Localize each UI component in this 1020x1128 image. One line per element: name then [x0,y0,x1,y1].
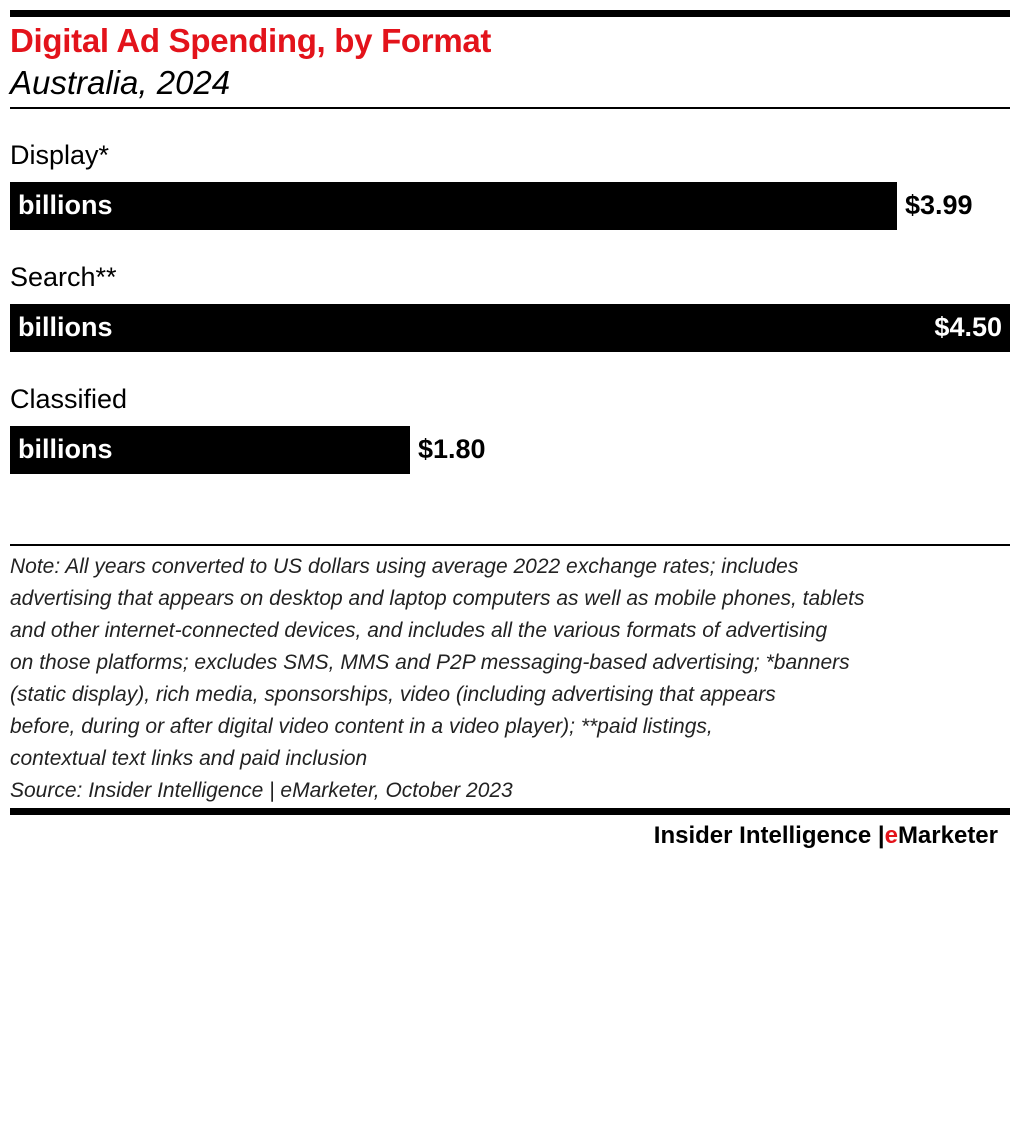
brand-logo [654,822,998,850]
top-rule [10,10,1010,17]
note-rule [10,544,1010,546]
chart-subtitle: Australia, 2024 [10,64,231,101]
brand-suffix: Marketer [897,822,998,849]
bar-value-label: $4.50 [934,312,1002,342]
bottom-rule [10,808,1010,815]
note-line: Note: All years converted to US dollars using average 2022 exchange rates; includes [10,555,799,578]
category-label: Display* [10,140,110,170]
bar-unit-label: billions [18,434,113,464]
note-line: (static display), rich media, sponsorships, video (including advertising that appears [10,683,776,706]
source-line: Source: Insider Intelligence | eMarketer, October 2023 [10,779,513,802]
bar [10,304,1010,352]
chart-title: Digital Ad Spending, by Format [10,22,492,59]
note-line: contextual text links and paid inclusion [10,747,368,770]
bar-value-label: $1.80 [418,434,486,464]
bar-value-label: $3.99 [905,190,973,220]
bar-chart [10,130,1010,490]
bar [10,426,410,474]
category-label: Search** [10,262,117,292]
note-line: advertising that appears on desktop and laptop computers as well as mobile phones, tablets [10,587,865,610]
note-line: on those platforms; excludes SMS, MMS and P2P messaging-based advertising; *banners [10,651,850,674]
chart-note [10,551,1010,807]
bar-unit-label: billions [18,190,113,220]
brand-prefix: Insider Intelligence | [653,822,885,849]
note-line: and other internet-connected devices, and includes all the various formats of advertising [10,619,828,642]
header-rule [10,107,1010,109]
bar-unit-label: billions [18,312,113,342]
category-label: Classified [10,384,128,414]
note-line: before, during or after digital video content in a video player); **paid listings, [10,715,713,738]
bar [10,182,897,230]
brand-accent: e [884,822,898,849]
